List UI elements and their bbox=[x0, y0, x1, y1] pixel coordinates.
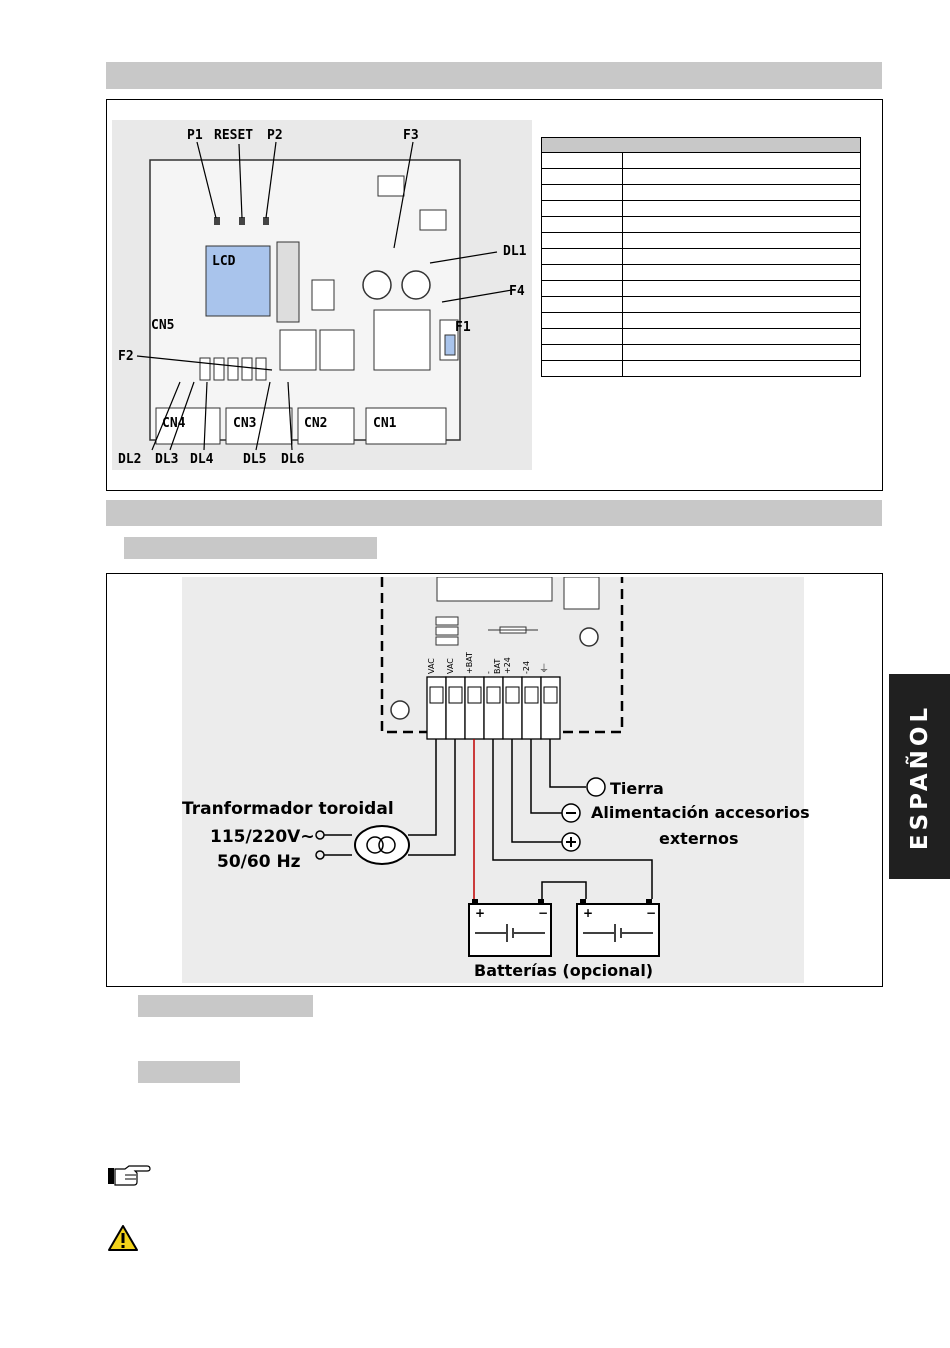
label-dl2: DL2 bbox=[118, 452, 142, 467]
terminal-label: +24 bbox=[503, 657, 512, 674]
label-reset: RESET bbox=[214, 128, 254, 143]
legend-table bbox=[541, 137, 861, 377]
label-cn4: CN4 bbox=[162, 416, 186, 431]
label-externos: externos bbox=[659, 829, 739, 848]
terminal-label: VAC bbox=[446, 658, 455, 674]
table-row bbox=[542, 201, 861, 217]
label-transformer-title: Tranformador toroidal bbox=[182, 799, 394, 819]
terminal-label: ⏚ bbox=[539, 664, 549, 675]
table-row bbox=[542, 169, 861, 185]
language-tab-label: ESPAÑOL bbox=[906, 703, 933, 850]
warning-icon bbox=[107, 1224, 139, 1252]
table-row bbox=[542, 313, 861, 329]
table-row bbox=[542, 297, 861, 313]
table-row bbox=[542, 329, 861, 345]
label-f2: F2 bbox=[118, 349, 134, 364]
label-dl3: DL3 bbox=[155, 452, 179, 467]
label-tierra: Tierra bbox=[610, 779, 664, 798]
table-row bbox=[542, 249, 861, 265]
label-alimentacion: Alimentación accesorios bbox=[591, 803, 810, 822]
table-row bbox=[542, 345, 861, 361]
table-row bbox=[542, 361, 861, 377]
label-frequency: 50/60 Hz bbox=[217, 852, 301, 872]
terminal-label: VAC bbox=[427, 658, 436, 674]
table-row bbox=[542, 265, 861, 281]
table-row bbox=[542, 185, 861, 201]
subsection-bar-3 bbox=[138, 1061, 240, 1083]
terminal-label: -BAT bbox=[484, 658, 502, 674]
label-f1: F1 bbox=[455, 320, 471, 335]
label-f4: F4 bbox=[509, 284, 525, 299]
label-f3: F3 bbox=[403, 128, 419, 143]
table-row bbox=[542, 233, 861, 249]
section-header-bar-2 bbox=[106, 500, 882, 526]
section-header-bar-1 bbox=[106, 62, 882, 89]
table-row bbox=[542, 217, 861, 233]
label-batteries: Batterías (opcional) bbox=[474, 961, 654, 980]
label-p2: P2 bbox=[267, 128, 283, 143]
terminal-label: +BAT bbox=[465, 652, 474, 674]
label-cn1: CN1 bbox=[373, 416, 397, 431]
language-tab bbox=[889, 674, 950, 879]
svg-text:+: + bbox=[583, 906, 594, 920]
label-dl5: DL5 bbox=[243, 452, 267, 467]
pointing-hand-icon bbox=[107, 1164, 151, 1188]
legend-table-header bbox=[542, 138, 861, 153]
table-row bbox=[542, 281, 861, 297]
subsection-bar-1 bbox=[124, 537, 377, 559]
label-cn5: CN5 bbox=[151, 318, 175, 333]
label-dl4: DL4 bbox=[190, 452, 214, 467]
label-p1: P1 bbox=[187, 128, 203, 143]
label-dl1: DL1 bbox=[503, 244, 527, 259]
label-voltage: 115/220V~ bbox=[210, 827, 315, 847]
label-lcd: LCD bbox=[212, 254, 236, 269]
label-cn3: CN3 bbox=[233, 416, 257, 431]
svg-text:−: − bbox=[538, 906, 549, 920]
terminal-label: -24 bbox=[522, 660, 531, 674]
label-dl6: DL6 bbox=[281, 452, 305, 467]
svg-text:−: − bbox=[646, 906, 657, 920]
label-cn2: CN2 bbox=[304, 416, 328, 431]
table-row bbox=[542, 153, 861, 169]
wiring-diagram bbox=[182, 577, 804, 983]
subsection-bar-2 bbox=[138, 995, 313, 1017]
svg-text:+: + bbox=[475, 906, 486, 920]
